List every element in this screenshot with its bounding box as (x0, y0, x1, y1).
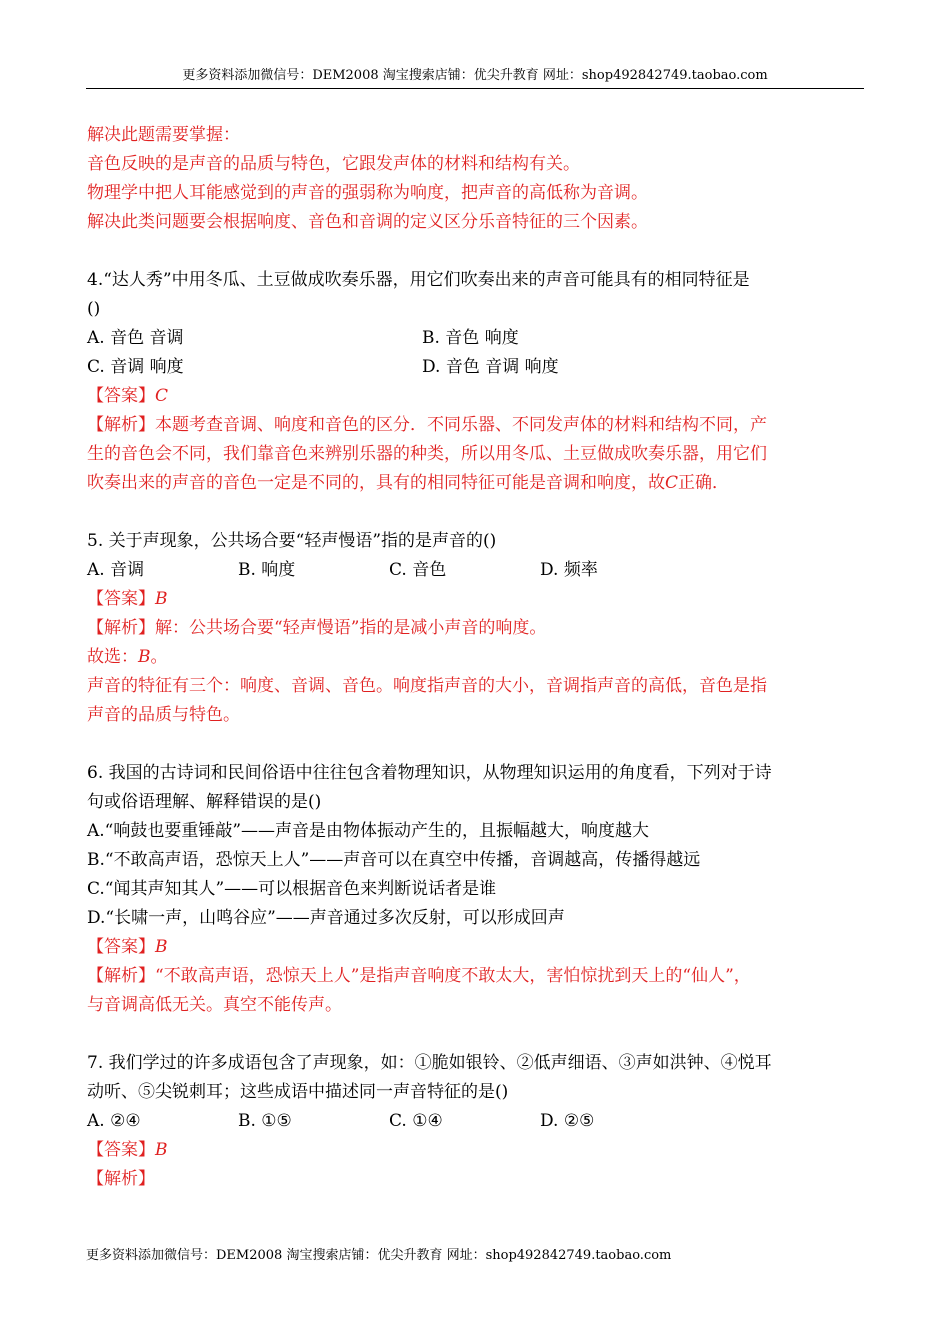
q6-analysis-line: 与音调高低无关。真空不能传声。 (87, 995, 342, 1015)
analysis-label: 【解析】 (87, 618, 155, 638)
q4-option-c: C. 音调 响度 (87, 357, 184, 377)
q6-option-a: A.“响鼓也要重锤敲”——声音是由物体振动产生的，且振幅越大，响度越大 (87, 821, 650, 841)
answer-label: 【答案】 (87, 386, 155, 406)
q5-analysis-line: 声音的特征有三个：响度、音调、音色。响度指声音的大小，音调指声音的高低，音色是指 (87, 676, 767, 696)
q4-options-row (87, 353, 867, 382)
analysis-label: 【解析】 (87, 1169, 155, 1189)
q7-options-row (87, 1107, 867, 1136)
analysis-text: 解：公共场合要“轻声慢语”指的是减小声音的响度。 (155, 618, 547, 638)
answer-value: B (155, 1140, 168, 1160)
answer-label: 【答案】 (87, 937, 155, 957)
q7-option-c: C. ①④ (389, 1111, 443, 1131)
analysis-letter: C (665, 473, 679, 493)
q5-analysis (87, 614, 867, 643)
analysis-text: 正确． (678, 473, 730, 493)
choose-end: 。 (150, 647, 168, 667)
q4-analysis-line (87, 469, 867, 498)
q7-option-d: D. ②⑤ (540, 1111, 595, 1131)
q5-option-c: C. 音色 (389, 560, 447, 580)
q4-option-d: D. 音色 音调 响度 (422, 357, 559, 377)
q6-stem: 6. 我国的古诗词和民间俗语中往往包含着物理知识，从物理知识运用的角度看，下列对于诗 (87, 763, 772, 783)
answer-value: C (155, 386, 169, 406)
q7-stem-cont: 动听、⑤尖锐刺耳；这些成语中描述同一声音特征的是() (87, 1082, 509, 1102)
answer-value: B (155, 937, 168, 957)
q5-option-d: D. 频率 (540, 560, 598, 580)
q4-option-b: B. 音色 响度 (422, 328, 519, 348)
page-footer: 更多资料添加微信号：DEM2008 淘宝搜索店铺：优尖升教育 网址：shop492842749.taobao.com (86, 1248, 672, 1263)
q4-stem-cont: () (87, 299, 101, 319)
q5-answer (87, 585, 867, 614)
q4-option-a: A. 音色 音调 (87, 328, 184, 348)
q6-analysis (87, 962, 867, 991)
q5-option-a: A. 音调 (87, 560, 145, 580)
analysis-text: 吹奏出来的声音的音色一定是不同的，具有的相同特征可能是音调和响度，故 (87, 473, 665, 493)
analysis-text: 本题考查音调、响度和音色的区分．不同乐器、不同发声体的材料和结构不同，产 (155, 415, 767, 435)
q7-stem: 7. 我们学过的许多成语包含了声现象，如：①脆如银铃、②低声细语、③声如洪钟、④悦耳 (87, 1053, 772, 1073)
answer-value: B (155, 589, 168, 609)
q4-options-row (87, 324, 867, 353)
q7-option-a: A. ②④ (87, 1111, 141, 1131)
analysis-label: 【解析】 (87, 966, 155, 986)
q5-options-row (87, 556, 867, 585)
intro-line: 解决此题需要掌握： (87, 125, 240, 145)
q5-stem: 5. 关于声现象，公共场合要“轻声慢语”指的是声音的() (87, 531, 497, 551)
q4-analysis-line: 生的音色会不同，我们靠音色来辨别乐器的种类，所以用冬瓜、土豆做成吹奏乐器，用它们 (87, 444, 767, 464)
q4-stem: 4.“达人秀”中用冬瓜、土豆做成吹奏乐器，用它们吹奏出来的声音可能具有的相同特征是 (87, 270, 750, 290)
intro-line: 音色反映的是声音的品质与特色，它跟发声体的材料和结构有关。 (87, 154, 580, 174)
page-header: 更多资料添加微信号：DEM2008 淘宝搜索店铺：优尖升教育 网址：shop492842749.taobao.com (86, 64, 864, 89)
q7-option-b: B. ①⑤ (238, 1111, 292, 1131)
q4-analysis (87, 411, 867, 440)
q7-analysis (87, 1165, 867, 1194)
q6-answer (87, 933, 867, 962)
q7-answer (87, 1136, 867, 1165)
choose-letter: B (138, 647, 151, 667)
answer-label: 【答案】 (87, 1140, 155, 1160)
document-body (87, 121, 867, 1194)
analysis-label: 【解析】 (87, 415, 155, 435)
analysis-text: “不敢高声语，恐惊天上人”是指声音响度不敢太大，害怕惊扰到天上的“仙人”， (155, 966, 751, 986)
q6-stem-cont: 句或俗语理解、解释错误的是() (87, 792, 322, 812)
q6-option-d: D.“长啸一声，山鸣谷应”——声音通过多次反射，可以形成回声 (87, 908, 565, 928)
q6-option-c: C.“闻其声知其人”——可以根据音色来判断说话者是谁 (87, 879, 497, 899)
q6-option-b: B.“不敢高声语，恐惊天上人”——声音可以在真空中传播，音调越高，传播得越远 (87, 850, 701, 870)
q4-answer (87, 382, 867, 411)
intro-line: 物理学中把人耳能感觉到的声音的强弱称为响度，把声音的高低称为音调。 (87, 183, 648, 203)
answer-label: 【答案】 (87, 589, 155, 609)
q5-option-b: B. 响度 (238, 560, 296, 580)
intro-line: 解决此类问题要会根据响度、音色和音调的定义区分乐音特征的三个因素。 (87, 212, 648, 232)
q5-choose (87, 643, 867, 672)
q5-analysis-line: 声音的品质与特色。 (87, 705, 240, 725)
choose-label: 故选： (87, 647, 138, 667)
